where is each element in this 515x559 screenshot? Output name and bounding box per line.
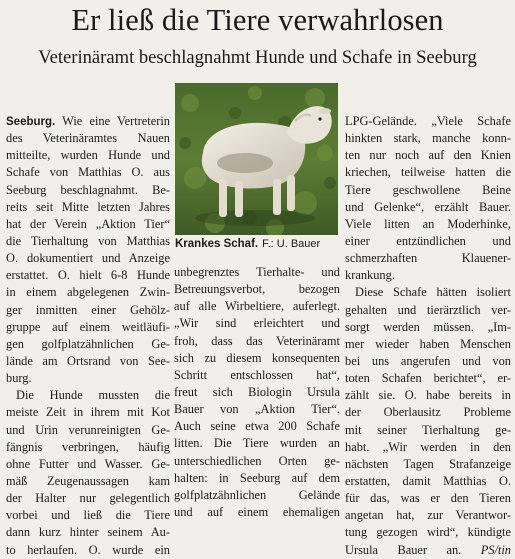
- text-line: für das, was er den Tieren: [345, 491, 511, 506]
- text-line: halten: in Seeburg auf dem: [174, 470, 340, 485]
- text-line: Schafe von Matthias O. aus: [6, 165, 170, 180]
- text-line: fängnis verbringen, häufig: [6, 439, 170, 454]
- text-line: zählt sie. O. habe bereits in: [345, 388, 511, 403]
- text-line: litten. Die Tiere wurden an: [174, 436, 340, 451]
- text-line: hinkten stark, manche konn-: [345, 131, 511, 146]
- text-line: unterschiedlichen Orten ge-: [174, 453, 340, 468]
- text-line: gen golfplatzähnlichen Ge-: [6, 336, 170, 351]
- text-line: Tiere geschwollene Beine: [345, 182, 511, 197]
- text-line: Auch seine etwa 200 Schafe: [174, 419, 340, 434]
- text-line: gruppe auf einem weitläufi-: [6, 319, 170, 334]
- caption-credit: F.: U. Bauer: [262, 238, 321, 250]
- sheep-icon: [175, 83, 338, 235]
- text-line: erstatten, damit Matthias O.: [345, 473, 511, 488]
- text-line: mit seiner Tierhaltung ge-: [345, 422, 511, 437]
- author-signature: PS/tin: [480, 542, 511, 557]
- text-line: der Halter nur gelegentlich: [6, 491, 170, 506]
- text-line: mäß Zeugenaussagen kam: [6, 473, 170, 488]
- text-line: freut sich Biologin Ursula: [174, 384, 340, 399]
- text-line: auf alle Wirbeltiere, auferlegt.: [174, 299, 340, 314]
- text-line: Diese Schafe hätten isoliert: [355, 285, 511, 300]
- text-line: einer entzündlichen und: [345, 233, 511, 248]
- text-line: sorgt werden müssen. „Im-: [345, 319, 511, 334]
- column-1: [6, 113, 170, 559]
- text-line: schmerzhaften Klauener-: [345, 251, 511, 266]
- text-line: bei uns angerufen und von: [345, 353, 511, 368]
- text-line: lände am Ortsrand von See-: [6, 353, 170, 368]
- text-line: vorbei und ließ die Tiere: [6, 508, 170, 523]
- sheep-photo: [175, 83, 338, 235]
- text-line: meiste Zeit in ihrem mit Kot: [6, 405, 170, 420]
- dateline: Seeburg.: [6, 116, 56, 128]
- text-line: unbegrenztes Tierhalte- und: [174, 265, 340, 279]
- text-line: Viele litten an Moderhinke,: [345, 216, 511, 231]
- text-line: Seeburg beschlagnahmt. Be-: [6, 182, 170, 197]
- text-line: in einem abgelegenen Zwin-: [6, 285, 170, 300]
- text-line: krankung.: [345, 268, 395, 283]
- column-2: [174, 264, 340, 521]
- text-line: Ursula Bauer an. PS/tin: [345, 542, 511, 557]
- text-line: und Urin verunreinigten Ge-: [6, 422, 170, 437]
- text-line: Schritt entschlossen hat“,: [174, 367, 340, 382]
- text-line: habt. „Wir werden in den: [345, 439, 511, 454]
- text-line: ohne Futter und Wasser. Ge-: [6, 456, 170, 471]
- text-line: und auf einem ehemaligen: [174, 504, 340, 519]
- headline: Er ließ die Tiere verwahrlosen: [71, 3, 444, 37]
- text-line: Bauer von „Aktion Tier“.: [174, 402, 340, 417]
- text-line: ger inmitten einer Gehölz-: [6, 302, 170, 317]
- text-line: mitteilte, wurden Hunde und: [6, 148, 170, 163]
- text-line: angetan hat, zur Verantwor-: [345, 508, 511, 523]
- photo-caption: [175, 237, 341, 251]
- text-line: gehalten und tierärztlich ver-: [345, 302, 511, 317]
- text-line: reits seit Mitte letzten Jahres: [6, 199, 170, 214]
- text-line: sich zu diesem konsequenten: [174, 350, 340, 365]
- text-line: nächsten Tagen Strafanzeige: [345, 456, 511, 471]
- text-line: ten nur noch auf den Knien: [345, 148, 511, 163]
- text-line: froh, dass das Veterinäramt: [174, 333, 340, 348]
- text-line: kriechen, teilweise hatten die: [345, 165, 511, 180]
- text-line: O. dokumentiert und Anzeige: [6, 251, 170, 266]
- text-line: dann kurz hinter seinem Au-: [6, 525, 170, 540]
- text-line: burg.: [6, 371, 32, 386]
- text-line: toten Schafen berichtet“, er-: [345, 371, 511, 386]
- text-line: tung gezogen wird“, kündigte: [345, 525, 511, 540]
- column-3: [345, 113, 511, 559]
- text-line: Die Hunde mussten die: [16, 388, 170, 403]
- text-line: erstattet. O. hielt 6-8 Hunde: [6, 268, 170, 283]
- text-line: der Oberlausitz Probleme: [345, 405, 511, 420]
- subheadline: Veterinäramt beschlagnahmt Hunde und Schafe in Seeburg: [38, 47, 477, 68]
- text-line: Seeburg. Wie eine Vertreterin: [6, 114, 170, 128]
- text-line: und Gelenke“, erzählt Bauer.: [345, 199, 511, 214]
- text-line: mer wieder haben Menschen: [345, 336, 511, 351]
- text-line: Betreuungsverbot, bezogen: [174, 282, 340, 297]
- caption-title: Krankes Schaf.: [175, 238, 259, 250]
- text-line: golfplatzähnlichen Gelände: [174, 487, 340, 502]
- text-line: „Wir sind erleichtert und: [174, 316, 340, 331]
- text-line: LPG-Gelände. „Viele Schafe: [345, 114, 511, 128]
- text-line: hat der Verein „Aktion Tier“: [6, 216, 170, 231]
- text-line: die Tierhaltung von Matthias: [6, 233, 170, 248]
- text-line: des Veterinäramtes Nauen: [6, 131, 170, 146]
- text-line: to herlaufen. O. wurde ein: [6, 542, 170, 557]
